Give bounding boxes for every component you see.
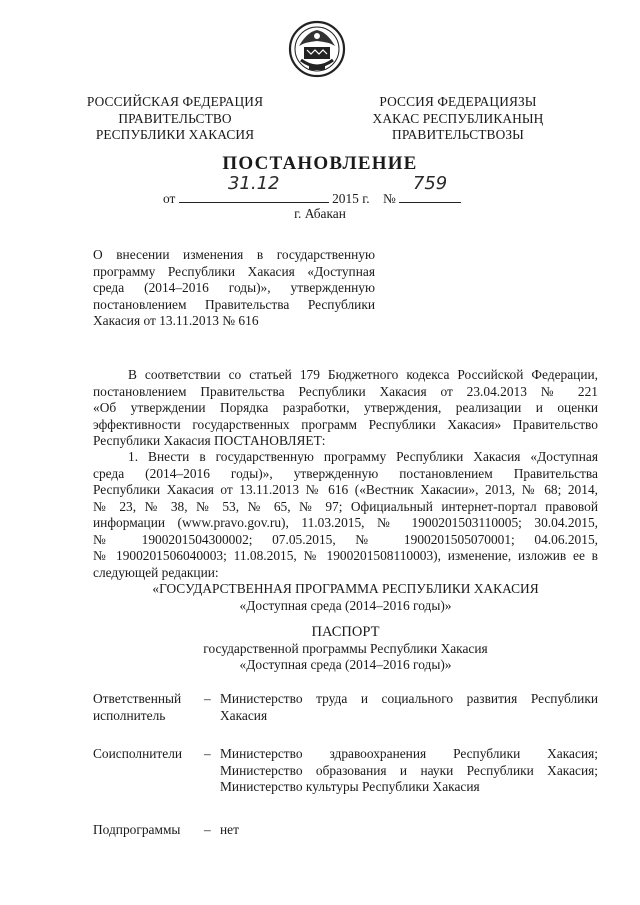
value-line: Хакасия [220,707,268,723]
handwritten-date: 31.12 [227,173,280,194]
passport-row-value [220,691,598,724]
passport-row-dash: – [204,822,211,837]
item-1-line: № 1900201504300002; 07.05.2015, № 1900201505070001; 04.06.2015, [93,531,598,547]
passport-title: ПАСПОРТ [311,624,380,640]
coat-of-arms-icon [287,20,347,78]
program-title-line: «Доступная среда (2014–2016 годы)» [239,597,452,613]
item-1-line: среда (2014–2016 годы)», утвержденную постановлением Правительства [93,465,598,481]
passport-row-value [220,746,598,796]
header-left-line: РЕСПУБЛИКИ ХАКАСИЯ [95,127,255,142]
date-prefix: от [163,191,176,206]
header-right-line: РОССИЯ ФЕДЕРАЦИЯЗЫ [379,94,537,109]
city-text: г. Абакан [294,206,346,221]
passport-row-label [93,746,203,763]
passport-row-dash: – [204,746,211,761]
subject-line: постановлением Правительства Республики [93,296,375,312]
passport-heading [93,624,598,674]
label-line: Соисполнители [93,746,183,761]
date-line [163,173,461,207]
label-line: исполнитель [93,707,166,723]
value-line: Министерство здравоохранения Республики Хакасия; [220,746,598,761]
preamble-line: «Об утверждении Порядка разработки, утверждения, реализации и оценки [93,400,598,415]
preamble-line: Республики Хакасия ПОСТАНОВЛЯЕТ: [93,433,326,448]
number-sign: № [382,191,396,206]
item-1-line: 1. Внести в государственную программу Республики Хакасия «Доступная [128,449,598,464]
handwritten-number: 759 [412,173,448,194]
document-title: ПОСТАНОВЛЕНИЕ [222,153,418,174]
item-1-line: информации (www.pravo.gov.ru), 11.03.2015, № 1900201503110005; 30.04.2015, [93,515,598,530]
preamble-line: постановлением Правительства Республики Хакасия от 23.04.2013 № 221 [93,383,598,399]
header-right-line: ХАКАС РЕСПУБЛИКАНЫҢ [372,110,544,126]
passport-row-subprograms [93,822,598,839]
passport-row-label [93,691,203,724]
subject-line: программу Республики Хакасия «Доступная [93,263,375,279]
subject-line: Хакасия от 13.11.2013 № 616 [93,313,259,328]
preamble-line: эффективности государственных программ Республики Хакасия» Правительство [93,416,598,432]
program-title-line: «ГОСУДАРСТВЕННАЯ ПРОГРАММА РЕСПУБЛИКИ ХАКАСИЯ [152,581,539,596]
value-line: Министерство культуры Республики Хакасия [220,779,480,794]
header-right [363,94,553,144]
value-line: нет [220,822,239,837]
item-1 [93,449,598,581]
passport-row-coexecutors [93,746,598,796]
date-year: 2015 г. [332,191,370,206]
program-title [93,581,598,614]
item-1-line: следующей редакции: [93,564,219,580]
label-line: Ответственный [93,691,182,706]
header-left-line: РОССИЙСКАЯ ФЕДЕРАЦИЯ [86,94,264,109]
item-1-line: № 1900201506040003; 11.08.2015, № 1900201508110003), изменение, изложив ее в [93,548,598,563]
value-line: Министерство образования и науки Республики Хакасия; [220,762,598,778]
passport-subtitle-line: государственной программы Республики Хакасия [203,640,488,656]
header-left-line: ПРАВИТЕЛЬСТВО [118,110,232,126]
number-field [399,173,461,203]
passport-subtitle-line: «Доступная среда (2014–2016 годы)» [239,657,452,672]
label-line: Подпрограммы [93,822,181,837]
preamble [93,367,598,450]
value-line: Министерство труда и социального развития Республики [220,691,598,706]
subject-line: О внесении изменения в государственную [93,247,375,262]
passport-row-dash: – [204,691,211,706]
preamble-line: В соответствии со статьей 179 Бюджетного кодекса Российской Федерации, [128,367,598,382]
subject-block [93,247,375,330]
item-1-line: Республики Хакасия от 13.11.2013 № 616 («Вестник Хакасии», 2013, № 68; 2014, [93,482,598,497]
header-right-line: ПРАВИТЕЛЬСТВОЗЫ [392,127,524,142]
city [0,206,640,222]
item-1-line: № 23, № 38, № 53, № 65, № 97; Официальный интернет-портал правовой [93,498,598,514]
header-left [82,94,268,144]
passport-row-label [93,822,203,839]
date-field [179,173,329,203]
passport-row-value [220,822,598,839]
subject-line: среда (2014–2016 годы)», утвержденную [93,280,375,295]
passport-row-responsible [93,691,598,725]
